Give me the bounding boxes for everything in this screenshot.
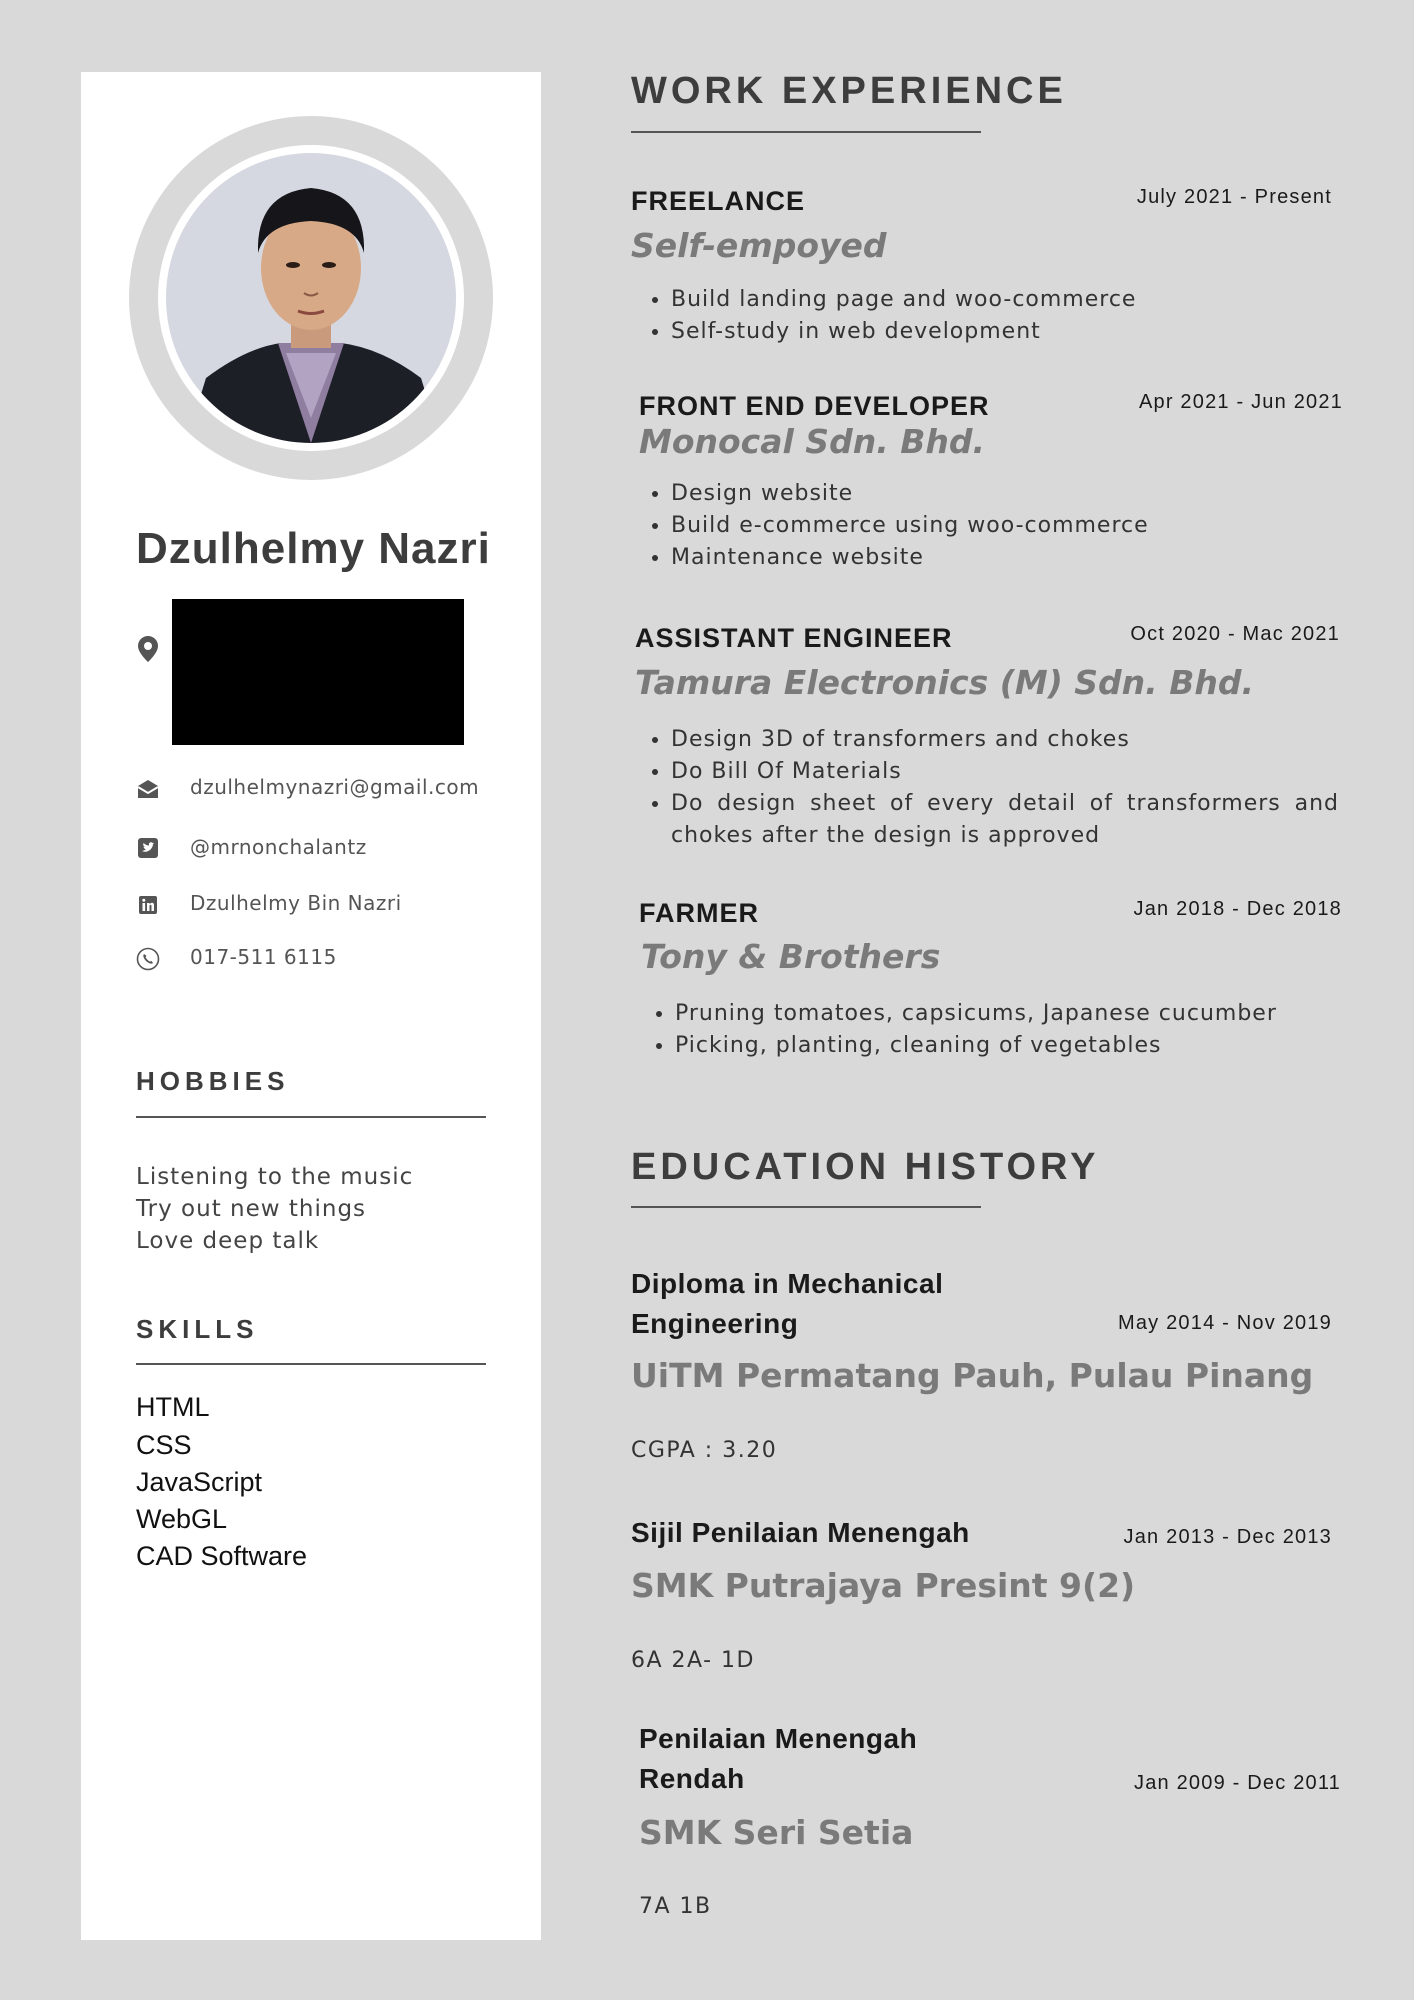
work-experience-heading: WORK EXPERIENCE bbox=[631, 70, 1067, 112]
job-title: FREELANCE bbox=[631, 186, 806, 216]
hobbies-divider bbox=[136, 1116, 486, 1118]
skill-item: WebGL bbox=[136, 1504, 228, 1534]
email-text[interactable]: dzulhelmynazri@gmail.com bbox=[190, 775, 480, 799]
job-company: Monocal Sdn. Bhd. bbox=[639, 422, 986, 461]
job-title: FRONT END DEVELOPER bbox=[639, 391, 990, 421]
linkedin-icon bbox=[136, 893, 160, 917]
education-school: SMK Putrajaya Presint 9(2) bbox=[631, 1566, 1136, 1605]
profile-name: Dzulhelmy Nazri bbox=[136, 524, 491, 573]
education-date: May 2014 - Nov 2019 bbox=[1117, 1312, 1332, 1334]
education-school: UiTM Permatang Pauh, Pulau Pinang bbox=[631, 1356, 1314, 1395]
job-date: Oct 2020 - Mac 2021 bbox=[1130, 623, 1340, 645]
job-date: July 2021 - Present bbox=[1136, 186, 1332, 208]
education-title: Diploma in Mechanical Engineering bbox=[631, 1268, 944, 1339]
duty-item: • Self-study in web development bbox=[671, 316, 1371, 348]
job-duties bbox=[631, 724, 1339, 852]
job-company: Tony & Brothers bbox=[641, 937, 941, 976]
job-company: Tamura Electronics (M) Sdn. Bhd. bbox=[635, 663, 1254, 702]
job-company: Self-empoyed bbox=[631, 226, 887, 265]
duty-item: • Build landing page and woo-commerce bbox=[671, 284, 1371, 316]
skills-heading: SKILLS bbox=[136, 1314, 259, 1344]
hobby-item: Try out new things bbox=[136, 1196, 367, 1222]
duty-item: • Design 3D of transformers and chokes bbox=[671, 724, 1339, 756]
hobbies-heading: HOBBIES bbox=[136, 1066, 290, 1096]
job-duties bbox=[631, 478, 1371, 574]
duty-item: • Do design sheet of every detail of transformers and chokes after the design is approved bbox=[671, 788, 1339, 852]
duty-item: • Picking, planting, cleaning of vegetables bbox=[675, 1030, 1375, 1062]
education-date: Jan 2009 - Dec 2011 bbox=[1134, 1772, 1341, 1794]
education-title: Sijil Penilaian Menengah bbox=[631, 1517, 970, 1548]
hobby-item: Listening to the music bbox=[136, 1164, 414, 1190]
phone-icon bbox=[136, 947, 160, 971]
education-date: Jan 2013 - Dec 2013 bbox=[1123, 1526, 1332, 1548]
job-date: Jan 2018 - Dec 2018 bbox=[1133, 898, 1342, 920]
profile-photo bbox=[166, 153, 456, 443]
duty-item: • Pruning tomatoes, capsicums, Japanese cucumber bbox=[675, 998, 1375, 1030]
education-result: 7A 1B bbox=[639, 1894, 712, 1919]
hobby-item: Love deep talk bbox=[136, 1228, 320, 1254]
skill-item: CSS bbox=[136, 1430, 192, 1460]
twitter-handle[interactable]: @mrnonchalantz bbox=[190, 835, 367, 859]
linkedin-name[interactable]: Dzulhelmy Bin Nazri bbox=[190, 891, 402, 915]
job-title: FARMER bbox=[639, 898, 759, 928]
phone-number[interactable]: 017-511 6115 bbox=[190, 945, 337, 969]
work-divider bbox=[631, 131, 981, 133]
education-divider bbox=[631, 1206, 981, 1208]
job-duties bbox=[631, 284, 1371, 348]
redacted-address bbox=[172, 599, 464, 745]
skill-item: CAD Software bbox=[136, 1541, 308, 1571]
skills-divider bbox=[136, 1363, 486, 1365]
education-school: SMK Seri Setia bbox=[639, 1813, 914, 1852]
education-title: Penilaian Menengah Rendah bbox=[639, 1723, 918, 1794]
duty-item: • Do Bill Of Materials bbox=[671, 756, 1339, 788]
duty-item: • Design website bbox=[671, 478, 1371, 510]
education-result: 6A 2A- 1D bbox=[631, 1648, 755, 1673]
job-duties bbox=[635, 998, 1375, 1062]
twitter-icon bbox=[136, 836, 160, 860]
job-title: ASSISTANT ENGINEER bbox=[635, 623, 953, 653]
skill-item: JavaScript bbox=[136, 1467, 263, 1497]
education-history-heading: EDUCATION HISTORY bbox=[631, 1146, 1100, 1188]
envelope-icon bbox=[136, 777, 160, 801]
skill-item: HTML bbox=[136, 1392, 210, 1422]
duty-item: • Maintenance website bbox=[671, 542, 1371, 574]
duty-item: • Build e-commerce using woo-commerce bbox=[671, 510, 1371, 542]
location-pin-icon bbox=[138, 636, 158, 662]
education-result: CGPA : 3.20 bbox=[631, 1438, 778, 1463]
job-date: Apr 2021 - Jun 2021 bbox=[1138, 391, 1343, 413]
